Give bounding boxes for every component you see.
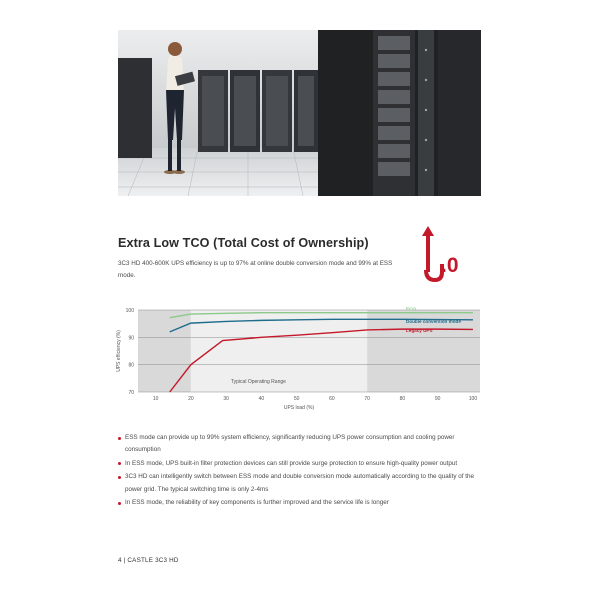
x-axis-label: UPS load (%): [283, 405, 315, 411]
list-item: In ESS mode, the reliability of key components is further improved and the service life is longer: [118, 497, 488, 509]
list-item: ESS mode can provide up to 99% system efficiency, significantly reducing UPS power consumption and cooling power consumption: [118, 432, 488, 457]
x-tick-label: 70: [364, 396, 370, 402]
x-tick-label: 10: [152, 396, 159, 402]
efficiency-chart: [104, 298, 488, 418]
chart-outer-region: [138, 310, 191, 392]
bullet-icon: [118, 502, 121, 505]
y-tick-label: 90: [128, 335, 134, 342]
feature-list: [118, 432, 488, 510]
x-tick-label: 40: [258, 396, 265, 402]
section-title: Extra Low TCO (Total Cost of Ownership): [118, 236, 369, 250]
bullet-icon: [118, 462, 121, 465]
series-label: ECO: [406, 306, 416, 312]
typical-range-label: Typical Operating Range: [230, 379, 286, 386]
x-tick-label: 90: [434, 396, 441, 402]
list-item: In ESS mode, UPS built-in filter protection devices can still provide surge protection to ensure high-quality power output: [118, 458, 488, 470]
y-tick-label: 80: [128, 362, 134, 369]
x-tick-label: 30: [223, 396, 229, 402]
x-tick-label: 80: [399, 396, 406, 402]
section-intro: 3C3 HD 400-600K UPS efficiency is up to 97% at online double conversion mode and 99% at ESS mode.: [118, 260, 393, 279]
hero-photo: [118, 30, 481, 196]
x-tick-label: 100: [468, 396, 478, 402]
series-label: Legacy UPS: [406, 327, 433, 333]
y-tick-label: 70: [128, 390, 134, 396]
list-item: 3C3 HD can intelligently switch between ESS mode and double conversion mode automatically according to the quality of the power grid. The typical switching time is only 2-4ms: [118, 471, 488, 496]
y-tick-label: 100: [125, 308, 134, 314]
logo-text: .0: [441, 254, 459, 277]
series-label: Double conversion mode: [406, 319, 461, 325]
bullet-icon: [118, 476, 121, 479]
y-axis-label: UPS efficiency (%): [116, 330, 122, 372]
x-tick-label: 50: [293, 396, 300, 402]
data-center-illustration: [118, 30, 481, 196]
x-tick-label: 60: [329, 396, 335, 402]
page-footer: 4 | CASTLE 3C3 HD: [118, 557, 179, 564]
bullet-icon: [118, 437, 121, 440]
x-tick-label: 20: [188, 396, 194, 402]
